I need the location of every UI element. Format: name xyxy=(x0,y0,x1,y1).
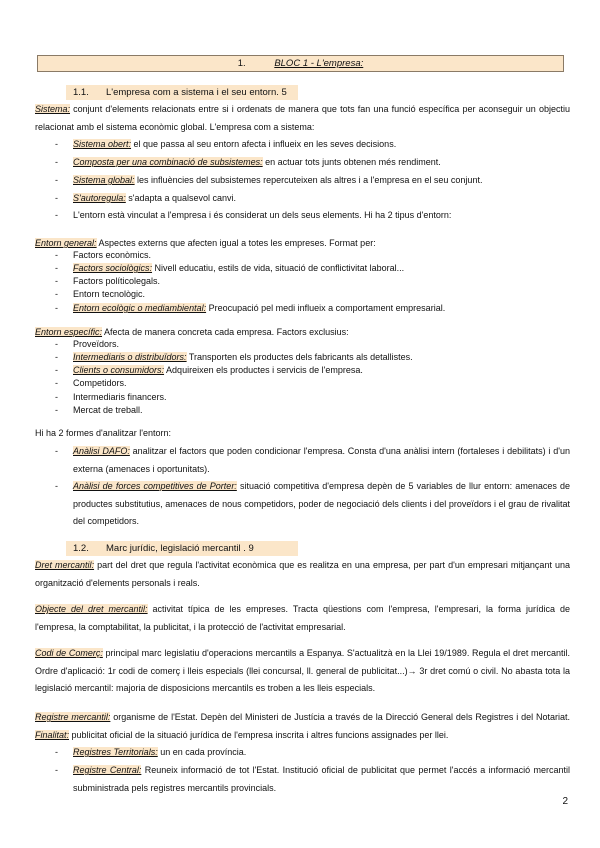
bloc-title: BLOC 1 - L'empresa: xyxy=(274,58,364,69)
list-item: - Proveïdors. xyxy=(55,338,570,352)
list-item: - Composta per una combinació de subsistemes: en actuar tots junts obtenen més rendiment. xyxy=(55,154,570,172)
list-item: - Mercat de treball. xyxy=(55,404,570,418)
term: Entorn específic: xyxy=(35,327,103,337)
term: Registre Central: xyxy=(73,765,142,775)
term: Anàlisi DAFO: xyxy=(73,446,130,456)
list-item: - Factors sociològics: Nivell educatiu, estils de vida, situació de conflictivitat laboral... xyxy=(55,262,570,276)
term: Sistema: xyxy=(35,104,71,114)
bloc-heading xyxy=(37,55,564,72)
term: Registre mercantil: xyxy=(35,712,111,722)
term: Sistema obert: xyxy=(73,139,132,149)
section-heading-1-2 xyxy=(66,541,298,556)
term: Finalitat: xyxy=(35,729,70,740)
list-item: - Intermediaris financers. xyxy=(55,391,570,405)
list-item: - Registres Territorials: un en cada província. xyxy=(55,744,570,762)
section-heading-1-1 xyxy=(66,85,298,100)
list-item: - Entorn tecnològic. xyxy=(55,288,570,302)
bloc-number: 1. xyxy=(237,58,246,69)
list-item: - Entorn ecològic o mediambiental: Preocupació pel medi influeix a comportament empresarial. xyxy=(55,302,570,316)
section-number: 1.1. xyxy=(73,87,89,98)
term: Entorn general: xyxy=(35,238,97,248)
page-number: 2 xyxy=(562,796,568,807)
list-item: - Anàlisi DAFO: analitzar el factors que poden condicionar l'empresa. Consta d'una anàlisi intern (fortaleses i debilitats) i d'un externa (amenaces i oportunitats). xyxy=(55,443,570,478)
section-title: Marc jurídic, legislació mercantil . 9 xyxy=(106,543,254,554)
term: Dret mercantil: xyxy=(35,560,95,570)
term: Intermediaris o distribuïdors: xyxy=(73,352,187,362)
term: Sistema global: xyxy=(73,175,135,185)
paragraph-objecte: Objecte del dret mercantil: activitat típica de les empreses. Tracta qüestions com l'empresa, l'empresari, la forma jurídica de l'empresa, la comptabilitat, la publicitat, i la protecció de l'activitat empresarial. xyxy=(35,604,571,632)
list-item: - Sistema obert: el que passa al seu entorn afecta i influeix en les seves decisions. xyxy=(55,136,570,154)
list-item: - S'autoregula: s'adapta a qualsevol canvi. xyxy=(55,190,570,208)
paragraph-dret-mercantil: Dret mercantil: part del dret que regula l'activitat econòmica que es realitza en una empresa, per part d'un empresari mitjançant una organització d'elements personals i reals. xyxy=(35,560,571,588)
paragraph-entorn-general: Entorn general: Aspectes externs que afecten igual a totes les empreses. Format per: xyxy=(35,238,376,248)
list-item: - Registre Central: Reuneix informació de tot l'Estat. Institució oficial de publicitat que permet l'accés a informació mercantil subministrada pels registres mercantils provincials. xyxy=(55,762,570,797)
list-item: - Clients o consumidors: Adquireixen els productes i servicis de l'empresa. xyxy=(55,364,570,378)
paragraph-sistema: Sistema: conjunt d'elements relacionats entre si i ordenats de manera que tots fan una funció específica per aconseguir un objectiu relacionat amb el sistema econòmic global. L'empresa com a sistema: xyxy=(35,104,570,132)
term: Factors sociològics: xyxy=(73,263,153,273)
paragraph-entorn-especific: Entorn específic: Afecta de manera concreta cada empresa. Factors exclusius: xyxy=(35,327,349,337)
list-item: - Factors políticolegals. xyxy=(55,275,570,289)
term: Clients o consumidors: xyxy=(73,365,165,375)
paragraph-analisi-intro: Hi ha 2 formes d'analitzar l'entorn: xyxy=(35,428,172,438)
term: Codi de Comerç: xyxy=(35,648,103,658)
list-item: - Anàlisi de forces competitives de Porter: situació competitiva d'empresa depèn de 5 variables de llur entorn: amenaces de productes substitutius, amenaces de nous competidors, poder de negociació dels clients i del proveïdors i el grau de rivalitat del competidors. xyxy=(55,478,570,531)
term: Registres Territorials: xyxy=(73,747,158,757)
section-number: 1.2. xyxy=(73,543,89,554)
list-item: - Intermediaris o distribuïdors: Transporten els productes dels fabricants als detallistes. xyxy=(55,351,570,365)
term: Anàlisi de forces competitives de Porter: xyxy=(73,481,237,491)
term: Composta per una combinació de subsistemes: xyxy=(73,157,263,167)
term: S'autoregula: xyxy=(73,193,126,203)
term: Entorn ecològic o mediambiental: xyxy=(73,303,207,313)
paragraph-registre-mercantil: Registre mercantil: organisme de l'Estat. Depèn del Ministeri de Justícia a través de la Direcció General dels Registres i del Notariat. Finalitat: publicitat oficial de la situació jurídica de l'empresa inscrita i altres funcions assignades per llei. xyxy=(35,712,570,740)
list-item: - Competidors. xyxy=(55,377,570,391)
list-item: - Sistema global: les influències del subsistemes repercuteixen als altres i a l'empresa en el seu conjunt. xyxy=(55,172,570,190)
list-item: - Factors econòmics. xyxy=(55,249,570,263)
list-item: - L'entorn està vinculat a l'empresa i és considerat un dels seus elements. Hi ha 2 tipus d'entorn: xyxy=(55,207,570,225)
term: Objecte del dret mercantil: xyxy=(35,604,148,614)
section-title: L'empresa com a sistema i el seu entorn. 5 xyxy=(106,87,287,98)
paragraph-codi-comerc: Codi de Comerç: principal marc legislatiu d'operacions mercantils a Espanya. S'actualitzà en la Llei 19/1989. Regula el dret mercantil. Ordre d'aplicació: 1r codi de comerç i lleis especials (llei concursal, ll. general de publicitat...)→ 3r dret comú o civil. No abasta tota la legislació mercantil: majoria de disposicions mercantils es troben a les lleis especials. xyxy=(35,648,570,693)
